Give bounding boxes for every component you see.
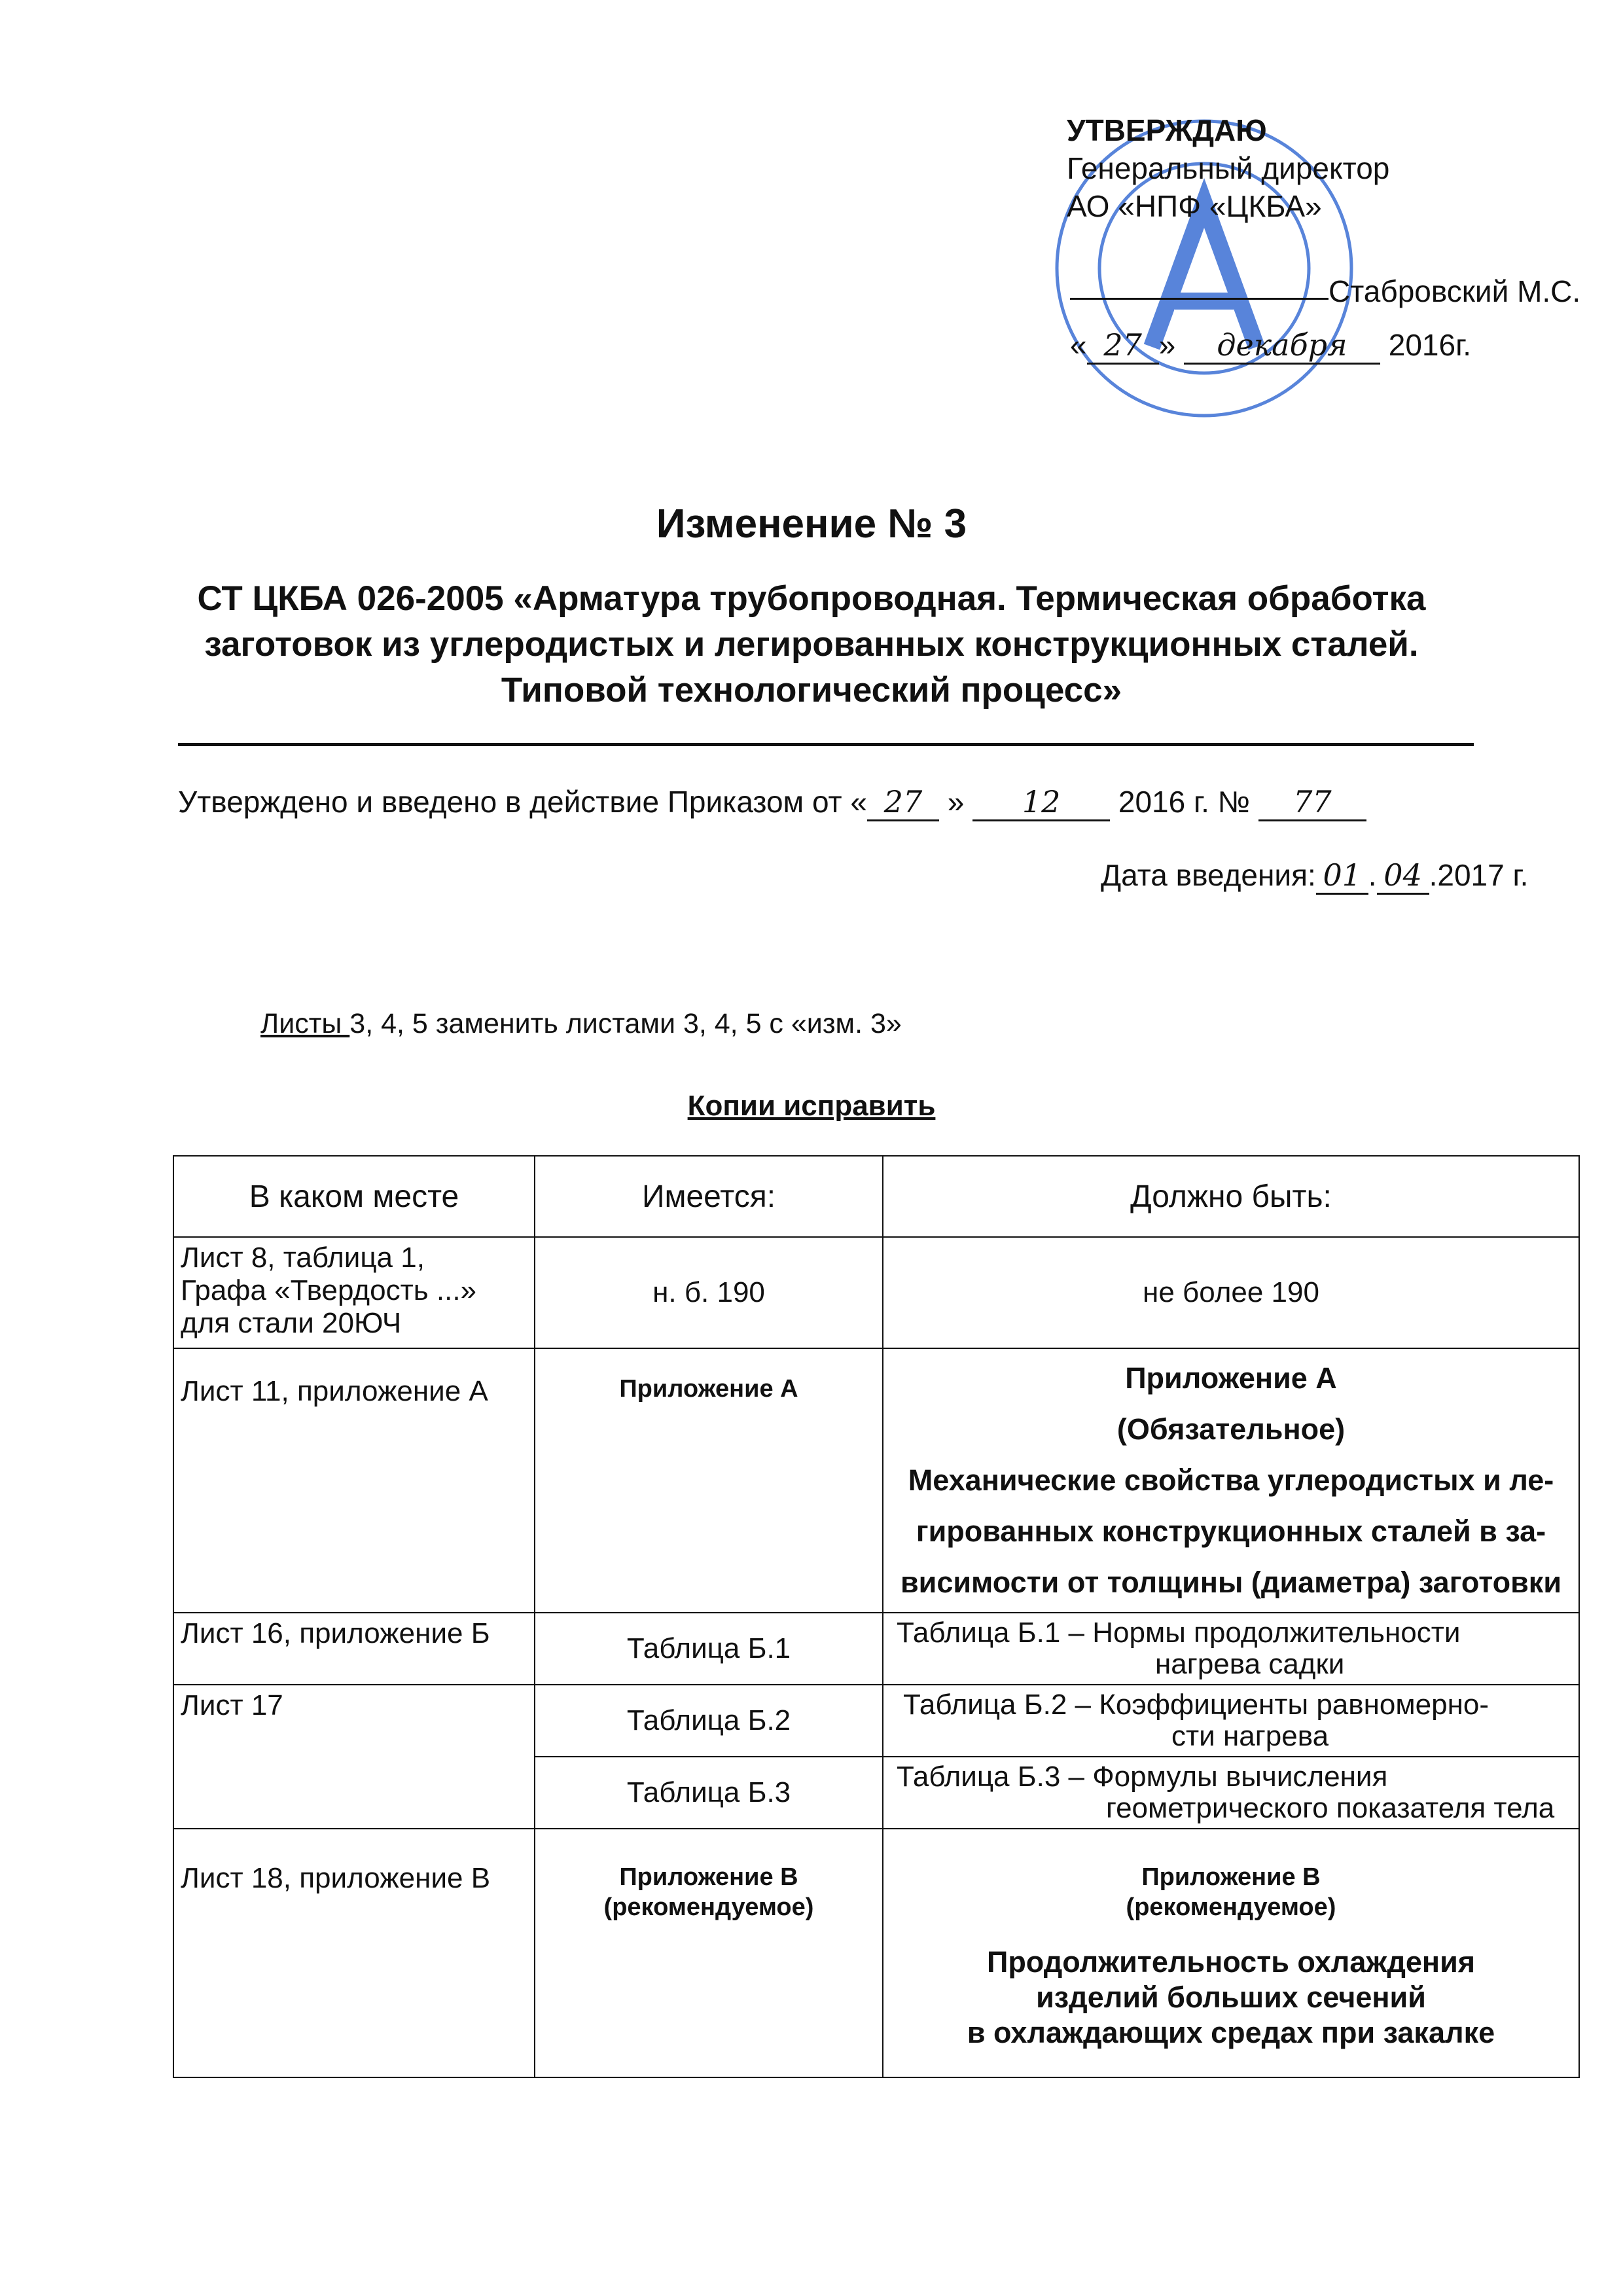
header-has: Имеется: — [535, 1156, 883, 1237]
order-line: Утверждено и введено в действие Приказом от « 27 » 12 2016 г. № 77 — [178, 784, 1366, 821]
signature-line — [1070, 298, 1329, 300]
document-subtitle: СТ ЦКБА 026-2005 «Арматура трубопроводная. Термическая обработка заготовок из углеродистых и легированных конструкционных сталей. Типовой технологический процесс» — [197, 579, 1426, 709]
order-month: 12 — [972, 784, 1110, 821]
cell-place: Лист 17 — [173, 1685, 535, 1829]
table-header-row — [173, 1156, 1579, 1237]
effective-day: 01 — [1316, 857, 1368, 895]
approval-name: Стабровский М.С. — [1329, 274, 1581, 308]
cell-should: Приложение В (рекомендуемое) Продолжительность охлаждения изделий больших сечений в охлаждающих средах при закалке — [883, 1829, 1579, 2077]
approval-position: Генеральный директор — [1067, 151, 1390, 185]
approval-block — [1067, 111, 1389, 225]
cell-should: не более 190 — [883, 1237, 1579, 1348]
table-row — [173, 1685, 1579, 1757]
table-row — [173, 1237, 1579, 1348]
approval-org: АО «НПФ «ЦКБА» — [1067, 189, 1322, 223]
order-day: 27 — [867, 784, 939, 821]
cell-should: Приложение А (Обязательное) Механические свойства углеродистых и ле- гированных конструкционных сталей в за- висимости от толщины (диаметра) заготовки — [883, 1348, 1579, 1613]
sheets-instruction: Листы 3, 4, 5 заменить листами 3, 4, 5 с «изм. 3» — [260, 1008, 902, 1039]
page-title: Изменение № 3 — [656, 501, 967, 547]
title-divider — [178, 743, 1474, 746]
copies-heading: Копии исправить — [687, 1090, 936, 1122]
cell-place: Лист 11, приложение А — [173, 1348, 535, 1613]
table-row — [173, 1348, 1579, 1613]
cell-place: Лист 16, приложение Б — [173, 1613, 535, 1685]
approval-day: 27 — [1087, 327, 1159, 365]
order-number: 77 — [1258, 784, 1366, 821]
table-row — [173, 1613, 1579, 1685]
cell-has: Приложение А — [535, 1348, 883, 1613]
approval-date: « 27 » декабря 2016г. — [1070, 327, 1471, 365]
header-should: Должно быть: — [883, 1156, 1579, 1237]
cell-should: Таблица Б.1 – Нормы продолжительности нагрева садки — [883, 1613, 1579, 1685]
cell-has: н. б. 190 — [535, 1237, 883, 1348]
cell-should: Таблица Б.2 – Коэффициенты равномерно- сти нагрева — [883, 1685, 1579, 1757]
approval-heading: УТВЕРЖДАЮ — [1067, 113, 1267, 147]
cell-has: Приложение В (рекомендуемое) — [535, 1829, 883, 2077]
cell-has: Таблица Б.2 — [535, 1685, 883, 1757]
table-row — [173, 1829, 1579, 2077]
cell-has: Таблица Б.3 — [535, 1757, 883, 1829]
changes-table — [173, 1155, 1580, 2078]
cell-has: Таблица Б.1 — [535, 1613, 883, 1685]
effective-date: Дата введения: 01 . 04 .2017 г. — [1101, 857, 1528, 895]
effective-month: 04 — [1377, 857, 1429, 895]
header-place: В каком месте — [173, 1156, 535, 1237]
approval-year: 2016г. — [1388, 328, 1472, 362]
approval-month: декабря — [1184, 327, 1380, 365]
cell-should: Таблица Б.3 – Формулы вычисления геометрического показателя тела — [883, 1757, 1579, 1829]
cell-place: Лист 8, таблица 1, Графа «Твердость ...» для стали 20ЮЧ — [173, 1237, 535, 1348]
cell-place: Лист 18, приложение В — [173, 1829, 535, 2077]
